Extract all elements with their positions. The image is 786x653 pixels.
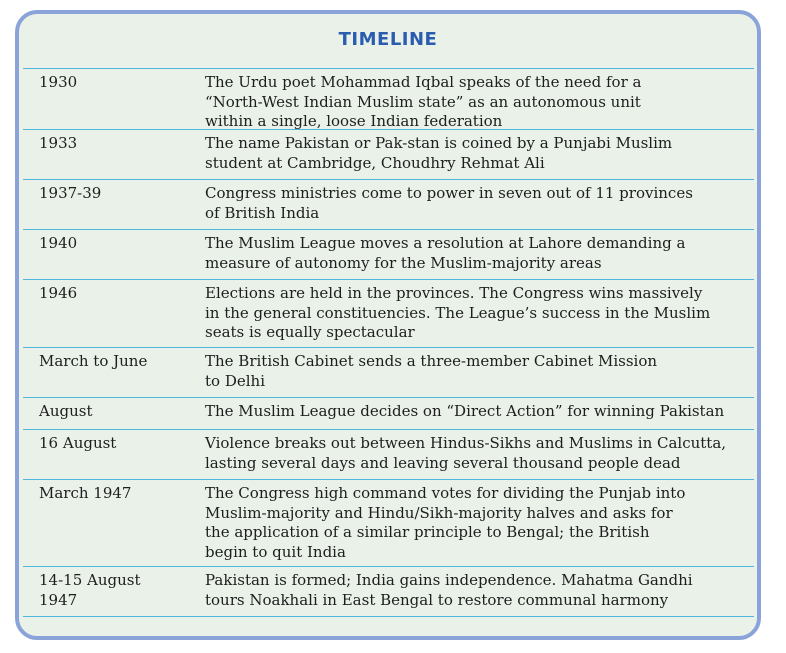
event-description	[205, 434, 754, 473]
event-description	[205, 234, 754, 273]
event-date: 1940	[39, 234, 78, 252]
event-line: The Congress high command votes for dividing the Punjab into	[205, 484, 686, 502]
timeline-row	[23, 566, 754, 617]
timeline-row	[23, 68, 754, 129]
timeline-row	[23, 397, 754, 429]
event-description	[205, 73, 754, 132]
event-date: 1937-39	[39, 184, 102, 202]
event-description	[205, 352, 754, 391]
event-line: of British India	[205, 203, 320, 222]
event-line: student at Cambridge, Choudhry Rehmat Ali	[205, 153, 545, 172]
event-line: tours Noakhali in East Bengal to restore communal harmony	[205, 590, 669, 609]
event-line: Muslim-majority and Hindu/Sikh-majority halves and asks for	[205, 503, 673, 522]
event-description	[205, 134, 754, 173]
timeline-row	[23, 347, 754, 397]
event-date: 1930	[39, 73, 78, 91]
event-line: measure of autonomy for the Muslim-majority areas	[205, 253, 602, 272]
event-date: 1933	[39, 134, 78, 152]
event-line: in the general constituencies. The League’s success in the Muslim	[205, 303, 711, 322]
timeline-row	[23, 279, 754, 347]
event-date: 14-15 August 1947	[39, 571, 141, 609]
event-description	[205, 284, 754, 343]
event-line: to Delhi	[205, 371, 265, 390]
timeline-row	[23, 229, 754, 279]
event-line: the application of a similar principle to Bengal; the British	[205, 523, 650, 541]
event-line: The Muslim League decides on “Direct Action” for winning Pakistan	[205, 402, 725, 420]
timeline-row	[23, 479, 754, 566]
event-description	[205, 484, 754, 562]
event-date: March 1947	[39, 484, 132, 502]
event-line: “North-West Indian Muslim state” as an autonomous unit	[205, 92, 641, 111]
event-line: seats is equally spectacular	[205, 323, 415, 341]
timeline-row	[23, 179, 754, 229]
timeline-row	[23, 129, 754, 179]
event-line: begin to quit India	[205, 542, 346, 561]
event-line: Elections are held in the provinces. The Congress wins massively	[205, 284, 703, 302]
event-line: The name Pakistan or Pak-stan is coined by a Punjabi Muslim	[205, 134, 673, 152]
event-date: March to June	[39, 352, 148, 370]
timeline-box	[15, 10, 761, 640]
event-line: The Urdu poet Mohammad Iqbal speaks of the need for a	[205, 73, 642, 91]
timeline-title: TIMELINE	[338, 29, 438, 50]
event-description	[205, 402, 754, 422]
event-date: 1946	[39, 284, 78, 302]
event-line: Pakistan is formed; India gains independence. Mahatma Gandhi	[205, 571, 693, 589]
event-date: August	[39, 402, 93, 420]
event-line: Violence breaks out between Hindus-Sikhs and Muslims in Calcutta,	[205, 434, 727, 452]
event-description	[205, 184, 754, 223]
event-date: 16 August	[39, 434, 117, 452]
event-line: The Muslim League moves a resolution at Lahore demanding a	[205, 234, 686, 252]
event-line: lasting several days and leaving several thousand people dead	[205, 453, 681, 472]
event-line: within a single, loose Indian federation	[205, 112, 503, 130]
event-line: Congress ministries come to power in seven out of 11 provinces	[205, 184, 693, 202]
timeline-table	[23, 68, 754, 617]
timeline-row	[23, 429, 754, 479]
event-description	[205, 571, 754, 610]
event-line: The British Cabinet sends a three-member Cabinet Mission	[205, 352, 658, 370]
